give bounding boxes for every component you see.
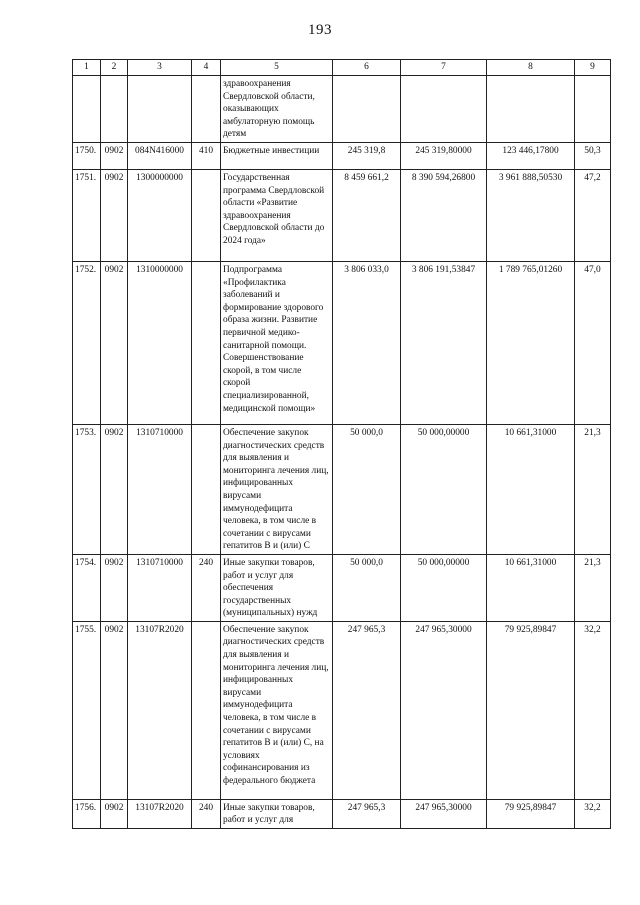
refined-amount: 50 000,00000 [401, 554, 487, 621]
item-name: здравоохранения Свердловской области, оказывающих амбулаторную помощь детям [221, 76, 333, 143]
column-header: 2 [101, 60, 128, 76]
refined-amount: 3 806 191,53847 [401, 261, 487, 424]
expense-type [192, 424, 221, 554]
executed-amount: 3 961 888,50530 [487, 169, 575, 261]
target-article: 13107R2020 [128, 621, 192, 799]
column-header: 3 [128, 60, 192, 76]
table-row [73, 799, 611, 828]
expense-type: 410 [192, 142, 221, 169]
execution-percent: 50,3 [575, 142, 611, 169]
column-header: 1 [73, 60, 101, 76]
column-header: 8 [487, 60, 575, 76]
row-number: 1756. [73, 799, 101, 828]
table-row [73, 169, 611, 261]
section-code: 0902 [101, 424, 128, 554]
column-header: 4 [192, 60, 221, 76]
table-row [73, 261, 611, 424]
target-article [128, 76, 192, 143]
refined-amount: 50 000,00000 [401, 424, 487, 554]
refined-amount: 245 319,80000 [401, 142, 487, 169]
table-row [73, 76, 611, 143]
expense-type: 240 [192, 554, 221, 621]
planned-amount: 245 319,8 [333, 142, 401, 169]
target-article: 1310000000 [128, 261, 192, 424]
column-header: 5 [221, 60, 333, 76]
executed-amount [487, 76, 575, 143]
expense-type [192, 76, 221, 143]
row-number [73, 76, 101, 143]
row-number: 1750. [73, 142, 101, 169]
table-row [73, 554, 611, 621]
row-number: 1755. [73, 621, 101, 799]
table-row [73, 424, 611, 554]
expense-type [192, 169, 221, 261]
planned-amount: 3 806 033,0 [333, 261, 401, 424]
item-name: Иные закупки товаров, работ и услуг для [221, 799, 333, 828]
item-name: Бюджетные инвестиции [221, 142, 333, 169]
refined-amount [401, 76, 487, 143]
budget-table [72, 59, 611, 829]
expense-type: 240 [192, 799, 221, 828]
planned-amount: 50 000,0 [333, 424, 401, 554]
item-name: Государственная программа Свердловской области «Развитие здравоохранения Свердловской области до 2024 года» [221, 169, 333, 261]
table-row [73, 142, 611, 169]
refined-amount: 247 965,30000 [401, 621, 487, 799]
refined-amount: 8 390 594,26800 [401, 169, 487, 261]
column-header: 7 [401, 60, 487, 76]
item-name: Иные закупки товаров, работ и услуг для обеспечения государственных (муниципальных) нужд [221, 554, 333, 621]
row-number: 1754. [73, 554, 101, 621]
execution-percent: 47,0 [575, 261, 611, 424]
executed-amount: 10 661,31000 [487, 424, 575, 554]
execution-percent: 21,3 [575, 554, 611, 621]
section-code: 0902 [101, 799, 128, 828]
section-code [101, 76, 128, 143]
execution-percent: 47,2 [575, 169, 611, 261]
target-article: 1310710000 [128, 424, 192, 554]
item-name: Обеспечение закупок диагностических средств для выявления и мониторинга лечения лиц, инфицированных вирусами иммунодефицита человека, в том числе в сочетании с вирусами гепатитов B и (или) C [221, 424, 333, 554]
item-name: Обеспечение закупок диагностических средств для выявления и мониторинга лечения лиц, инфицированных вирусами иммунодефицита человека, в том числе в сочетании с вирусами гепатитов B и (или) C, на условиях софинансирования из федерального бюджета [221, 621, 333, 799]
item-name: Подпрограмма «Профилактика заболеваний и формирование здорового образа жизни. Развитие первичной медико-санитарной помощи. Совершенствование скорой, в том числе скорой специализированной, медицинской помощи» [221, 261, 333, 424]
execution-percent: 32,2 [575, 621, 611, 799]
section-code: 0902 [101, 169, 128, 261]
table-row [73, 621, 611, 799]
expense-type [192, 621, 221, 799]
execution-percent [575, 76, 611, 143]
planned-amount: 8 459 661,2 [333, 169, 401, 261]
target-article: 1300000000 [128, 169, 192, 261]
row-number: 1752. [73, 261, 101, 424]
section-code: 0902 [101, 142, 128, 169]
row-number: 1751. [73, 169, 101, 261]
refined-amount: 247 965,30000 [401, 799, 487, 828]
target-article: 13107R2020 [128, 799, 192, 828]
section-code: 0902 [101, 554, 128, 621]
row-number: 1753. [73, 424, 101, 554]
expense-type [192, 261, 221, 424]
section-code: 0902 [101, 261, 128, 424]
executed-amount: 10 661,31000 [487, 554, 575, 621]
table-header-row [73, 60, 611, 76]
target-article: 1310710000 [128, 554, 192, 621]
section-code: 0902 [101, 621, 128, 799]
planned-amount: 50 000,0 [333, 554, 401, 621]
planned-amount: 247 965,3 [333, 799, 401, 828]
executed-amount: 123 446,17800 [487, 142, 575, 169]
planned-amount [333, 76, 401, 143]
page-number: 193 [308, 22, 332, 38]
execution-percent: 21,3 [575, 424, 611, 554]
executed-amount: 79 925,89847 [487, 621, 575, 799]
executed-amount: 1 789 765,01260 [487, 261, 575, 424]
planned-amount: 247 965,3 [333, 621, 401, 799]
executed-amount: 79 925,89847 [487, 799, 575, 828]
column-header: 9 [575, 60, 611, 76]
execution-percent: 32,2 [575, 799, 611, 828]
column-header: 6 [333, 60, 401, 76]
target-article: 084N416000 [128, 142, 192, 169]
